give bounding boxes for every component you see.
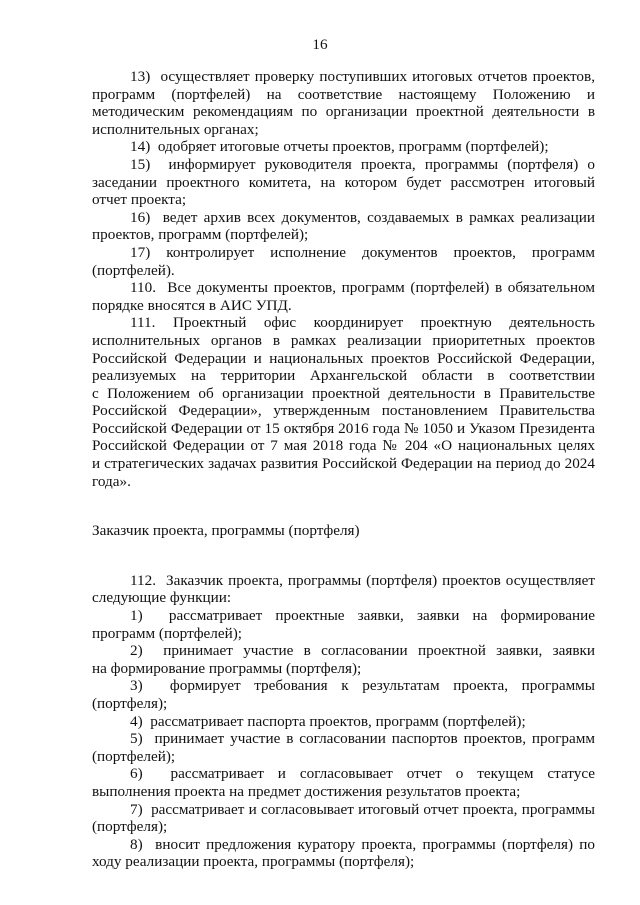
paragraph-111: 111. Проектный офис координирует проектную деятельность исполнительных органов в рамках реализации приоритетных проектов Российской Федерации и национальных проектов Российской Федерации, реализуемых на территории Архангельской области в соответствии с Положением об организации проектной деятельности в Правительстве Российской Федерации», утвержденным постановлением Правительства Российской Федерации от 15 октября 2016 года № 1050 и Указом Президента Российской Федерации от 7 мая 2018 года № 204 «О национальных целях и стратегических задачах развития Российской Федерации на период до 2024 года». [92, 314, 595, 490]
section-heading: Заказчик проекта, программы (портфеля) [92, 522, 360, 540]
paragraph-110: 110. Все документы проектов, программ (портфелей) в обязательном порядке вносятся в АИС УПД. [92, 279, 595, 314]
function-item-7: 7) рассматривает и согласовывает итоговый отчет проекта, программы (портфеля); [92, 800, 595, 836]
function-item-2: 2) принимает участие в согласовании проектной заявки, заявки на формирование программы (портфеля); [92, 642, 595, 677]
list-item-14: 14) одобряет итоговые отчеты проектов, программ (портфелей); [130, 138, 549, 156]
list-item-13: 13) осуществляет проверку поступивших итоговых отчетов проектов, программ (портфелей) на соответствие настоящему Положению и методическим рекомендациям по организации проектной деятельности в исполнительных органах; [92, 68, 595, 138]
list-item-16: 16) ведет архив всех документов, создаваемых в рамках реализации проектов, программ (портфелей); [92, 208, 595, 244]
list-item-17: 17) контролирует исполнение документов проектов, программ (портфелей). [92, 243, 595, 279]
function-item-5: 5) принимает участие в согласовании паспортов проектов, программ (портфелей); [92, 730, 595, 765]
function-item-8: 8) вносит предложения куратору проекта, программы (портфеля) по ходу реализации проекта, программы (портфеля); [92, 835, 595, 871]
function-item-6: 6) рассматривает и согласовывает отчет о текущем статусе выполнения проекта на предмет достижения результатов проекта; [92, 765, 595, 800]
paragraph-112: 112. Заказчик проекта, программы (портфеля) проектов осуществляет следующие функции: [92, 571, 595, 607]
list-item-15: 15) информирует руководителя проекта, программы (портфеля) о заседании проектного комитета, на котором будет рассмотрен итоговый отчет проекта; [92, 155, 595, 209]
function-item-1: 1) рассматривает проектные заявки, заявки на формирование программ (портфелей); [92, 607, 595, 642]
page-number: 16 [312, 36, 328, 53]
function-item-3: 3) формирует требования к результатам проекта, программы (портфеля); [92, 677, 595, 712]
function-item-4: 4) рассматривает паспорта проектов, программ (портфелей); [130, 712, 526, 730]
document-body [92, 68, 595, 871]
